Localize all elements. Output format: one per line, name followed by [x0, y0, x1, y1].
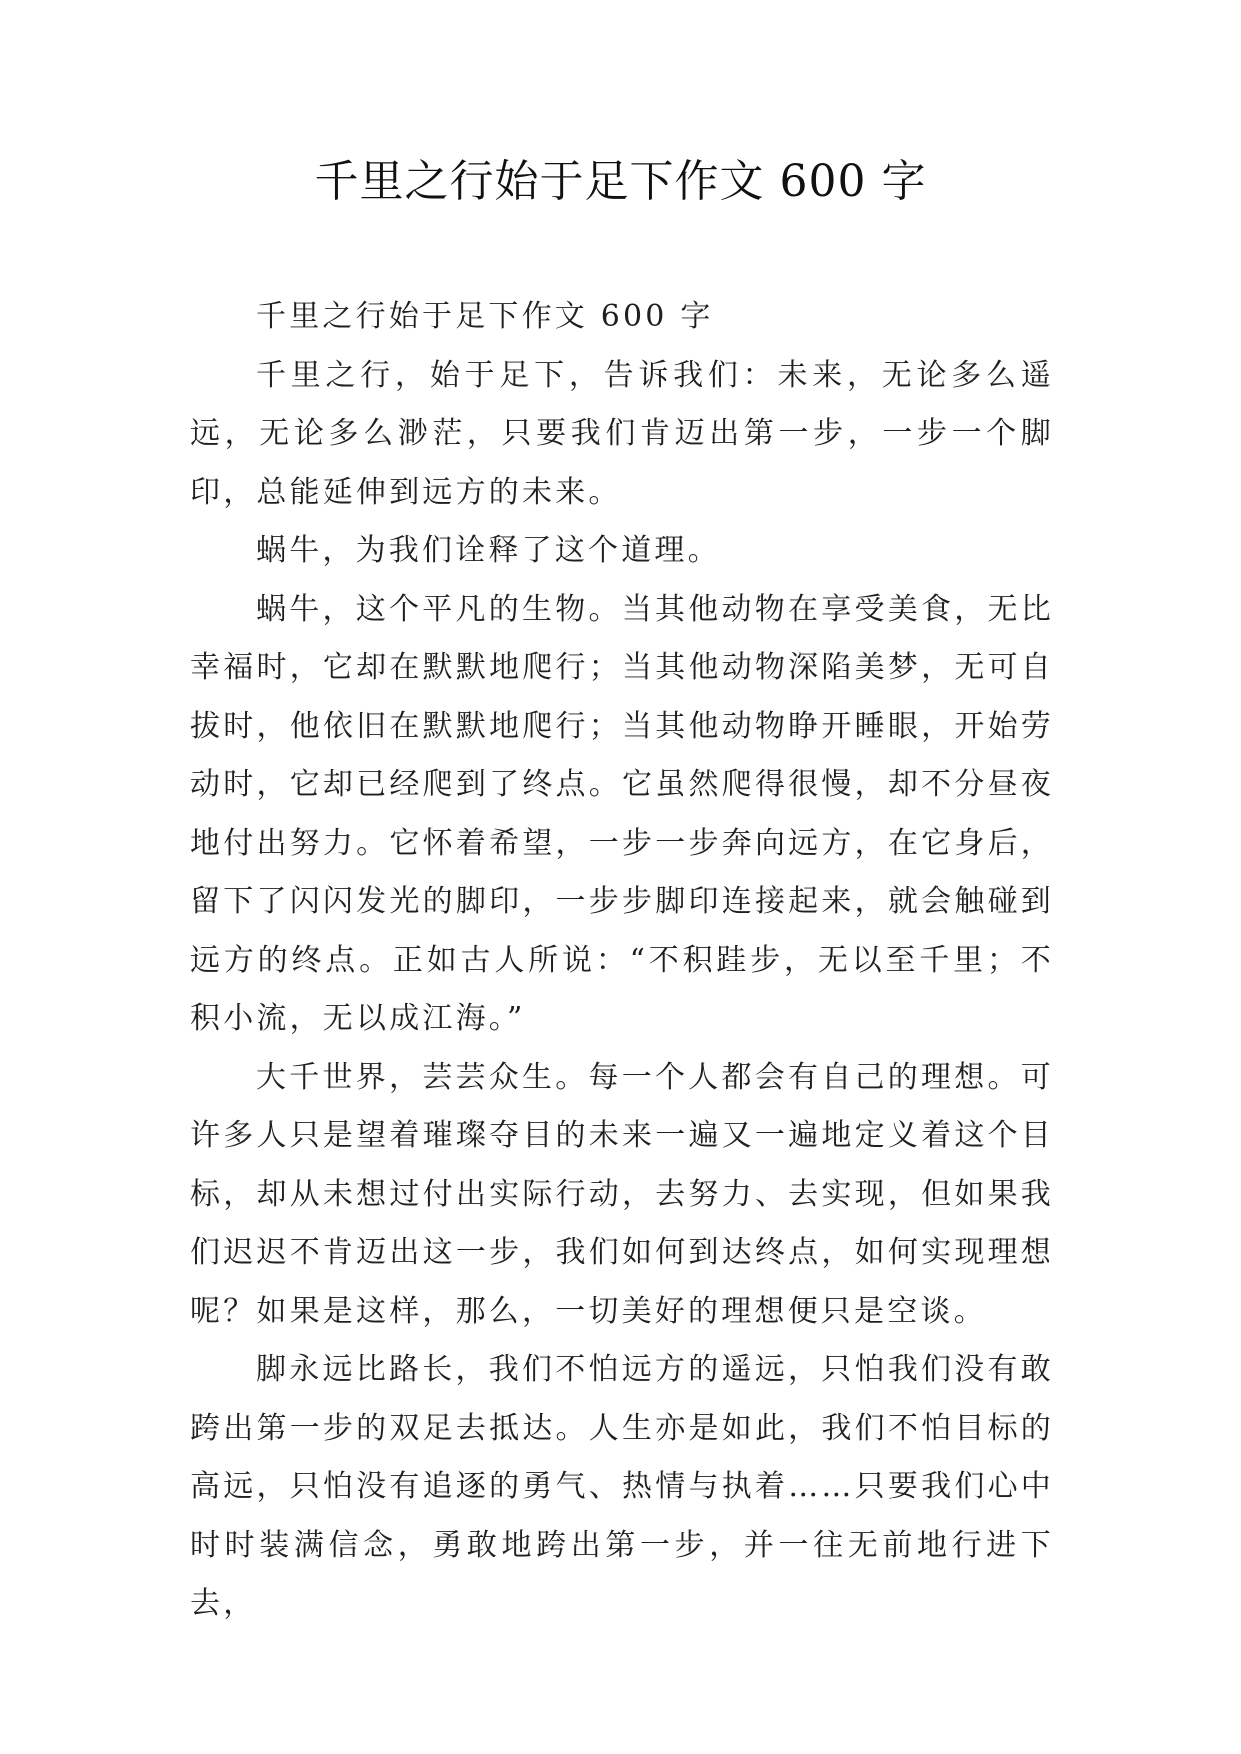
paragraph: 蜗牛，为我们诠释了这个道理。	[256, 533, 721, 568]
document-title: 千里之行始于足下作文 600 字	[314, 156, 927, 207]
document-body	[190, 288, 1054, 1634]
paragraph-subtitle: 千里之行始于足下作文 600 字	[256, 299, 714, 334]
paragraph: 大千世界，芸芸众生。每一个人都会有自己的理想。可许多人只是望着璀璨夺目的未来一遍又一遍地定义着这个目标，却从未想过付出实际行动，去努力、去实现，但如果我们迟迟不肯迈出这一步，我们如何到达终点，如何实现理想呢？如果是这样，那么，一切美好的理想便只是空谈。	[190, 1059, 1054, 1329]
paragraph: 千里之行，始于足下，告诉我们：未来，无论多么遥远，无论多么渺茫，只要我们肯迈出第一步，一步一个脚印，总能延伸到远方的未来。	[190, 357, 1054, 510]
paragraph: 脚永远比路长，我们不怕远方的遥远，只怕我们没有敢跨出第一步的双足去抵达。人生亦是如此，我们不怕目标的高远，只怕没有追逐的勇气、热情与执着……只要我们心中时时装满信念，勇敢地跨出第一步，并一往无前地行进下去，	[190, 1352, 1054, 1621]
paragraph: 蜗牛，这个平凡的生物。当其他动物在享受美食，无比幸福时，它却在默默地爬行；当其他动物深陷美梦，无可自拔时，他依旧在默默地爬行；当其他动物睁开睡眼，开始劳动时，它却已经爬到了终点。它虽然爬得很慢，却不分昼夜地付出努力。它怀着希望，一步一步奔向远方，在它身后，留下了闪闪发光的脚印，一步步脚印连接起来，就会触碰到远方的终点。正如古人所说：“不积跬步，无以至千里；不积小流，无以成江海。”	[190, 591, 1054, 1036]
